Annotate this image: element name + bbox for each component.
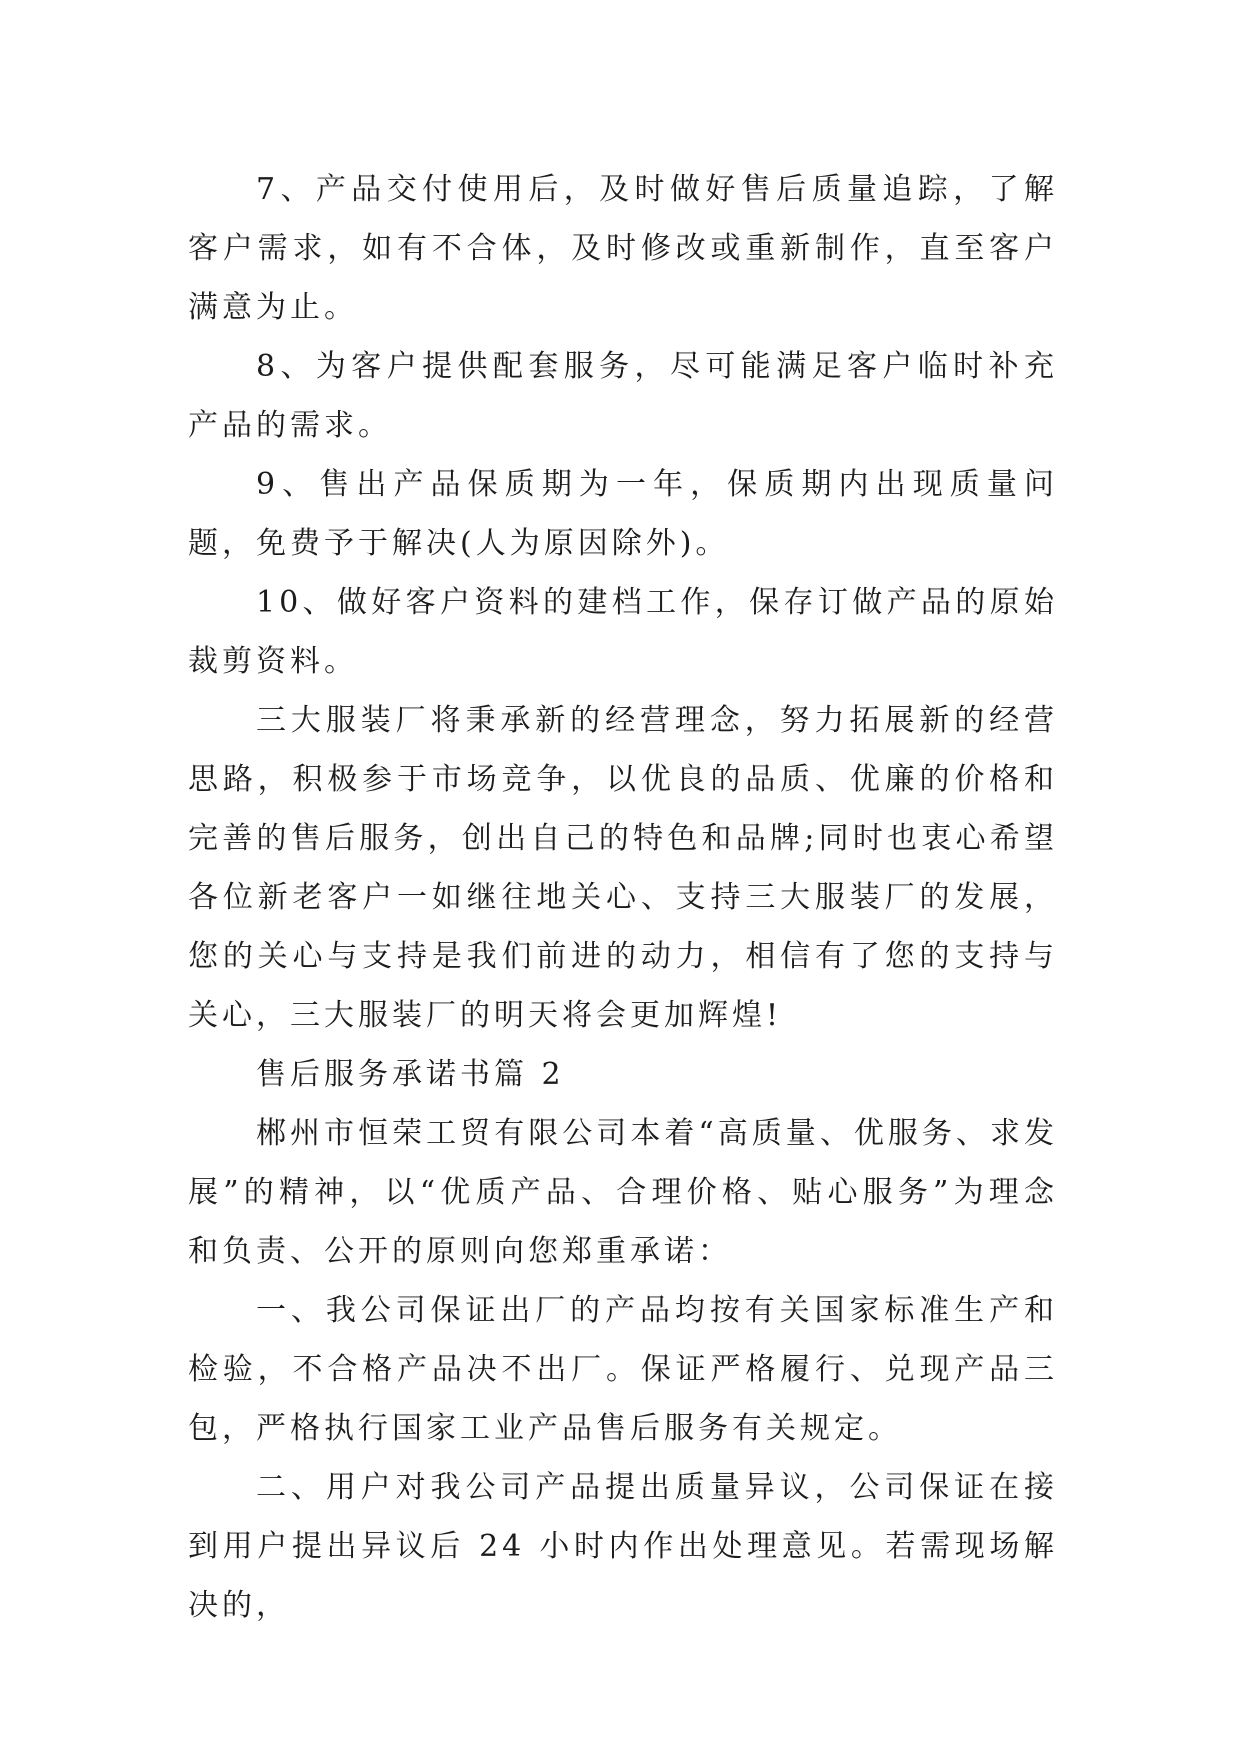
paragraph-item-9: 9、售出产品保质期为一年，保质期内出现质量问题，免费予于解决(人为原因除外)。	[188, 467, 1058, 561]
paragraph-commitment-1: 一、我公司保证出厂的产品均按有关国家标准生产和检验，不合格产品决不出厂。保证严格履行、兑现产品三包，严格执行国家工业产品售后服务有关规定。	[188, 1293, 1058, 1446]
paragraph-intro: 郴州市恒荣工贸有限公司本着“高质量、优服务、求发展”的精神，以“优质产品、合理价格、贴心服务”为理念和负责、公开的原则向您郑重承诺：	[188, 1116, 1058, 1269]
document-body	[188, 160, 1058, 1635]
paragraph-item-8: 8、为客户提供配套服务，尽可能满足客户临时补充产品的需求。	[188, 349, 1058, 443]
paragraph-item-7: 7、产品交付使用后，及时做好售后质量追踪，了解客户需求，如有不合体，及时修改或重新制作，直至客户满意为止。	[188, 172, 1058, 325]
paragraph-closing: 三大服装厂将秉承新的经营理念，努力拓展新的经营思路，积极参于市场竞争，以优良的品质、优廉的价格和完善的售后服务，创出自己的特色和品牌;同时也衷心希望各位新老客户一如继往地关心、支持三大服装厂的发展，您的关心与支持是我们前进的动力，相信有了您的支持与关心，三大服装厂的明天将会更加辉煌!	[188, 703, 1058, 1033]
paragraph-commitment-2: 二、用户对我公司产品提出质量异议，公司保证在接到用户提出异议后 24 小时内作出处理意见。若需现场解决的，	[188, 1470, 1058, 1623]
section-heading: 售后服务承诺书篇 2	[256, 1057, 565, 1092]
paragraph-item-10: 10、做好客户资料的建档工作，保存订做产品的原始裁剪资料。	[188, 585, 1058, 679]
